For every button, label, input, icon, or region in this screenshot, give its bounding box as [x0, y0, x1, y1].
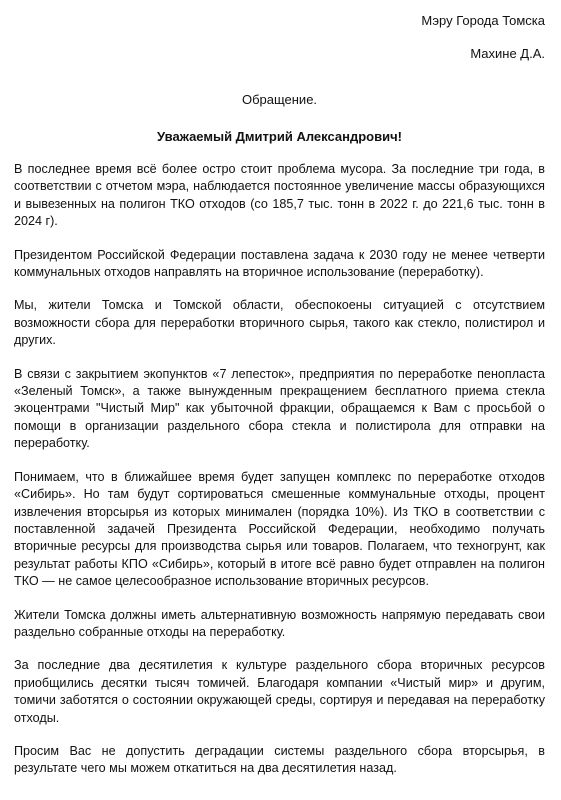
document-title: Обращение.: [241, 92, 318, 107]
addressee-mayor-title: Мэру Города Томска: [421, 13, 545, 28]
paragraph-sorting-culture: За последние два десятилетия к культуре раздельного сбора вторичных ресурсов приобщились десятки тысяч томичей. Благодаря компании «Чистый мир» и другим, томичи заботятся о состоянии окружающей среды, сортируя и передавая на переработку отходы.: [14, 658, 545, 725]
paragraph-waste-growth: В последнее время всё более остро стоит проблема мусора. За последние три года, в соответствии с отчетом мэра, наблюдается постоянное увеличение массы образующихся и вывезенных на полигон ТКО отходов (со 185,7 тыс. тонн в 2022 г. до 221,6 тыс. тонн в 2024 г).: [14, 162, 545, 229]
paragraph-request: Просим Вас не допустить деградации системы раздельного сбора вторсырья, в результате чего мы можем откатиться на два десятилетия назад.: [14, 743, 545, 776]
paragraph-residents-concern: Мы, жители Томска и Томской области, обеспокоены ситуацией с отсутствием возможности сбора для переработки вторичного сырья, такого как стекло, полистирол и других.: [14, 298, 545, 348]
paragraph-ecopoints-closure: В связи с закрытием экопунктов «7 лепесток», предприятия по переработке пенопласта «Зеленый Томск», а также вынужденным прекращением бесплатного приема стекла экоцентрами "Чистый Мир" как убыточной фракции, обращаемся к Вам с просьбой о помощи в организации раздельного сбора стекла и полистирола для отправки на переработку.: [14, 366, 545, 451]
salutation: Уважаемый Дмитрий Александрович!: [157, 129, 402, 144]
paragraph-alternative-option: Жители Томска должны иметь альтернативную возможность напрямую передавать свои раздельно собранные отходы на переработку.: [14, 607, 545, 639]
paragraph-sibir-complex: Понимаем, что в ближайшее время будет запущен комплекс по переработке отходов «Сибирь». Но там будут сортироваться смешенные коммунальные отходы, процент извлечения вторсырья из которых минимален (порядка 10%). Из ТКО в соответствии с поставленной задачей Президента Российской Федерации, необходимо получать вторичные ресурсы для производства сырья или товаров. Полагаем, что техногрунт, как результат работы КПО «Сибирь», который в итоге всё равно будет отправлен на полигон ТКО — не самое целесообразное использование вторичных ресурсов.: [14, 469, 545, 589]
letter-body: [14, 161, 545, 778]
addressee-mayor-name: Махине Д.А.: [470, 46, 545, 61]
paragraph-president-goal: Президентом Российской Федерации поставлена задача к 2030 году не менее четверти коммунальных отходов направлять на вторичное использование (переработку).: [14, 247, 545, 280]
